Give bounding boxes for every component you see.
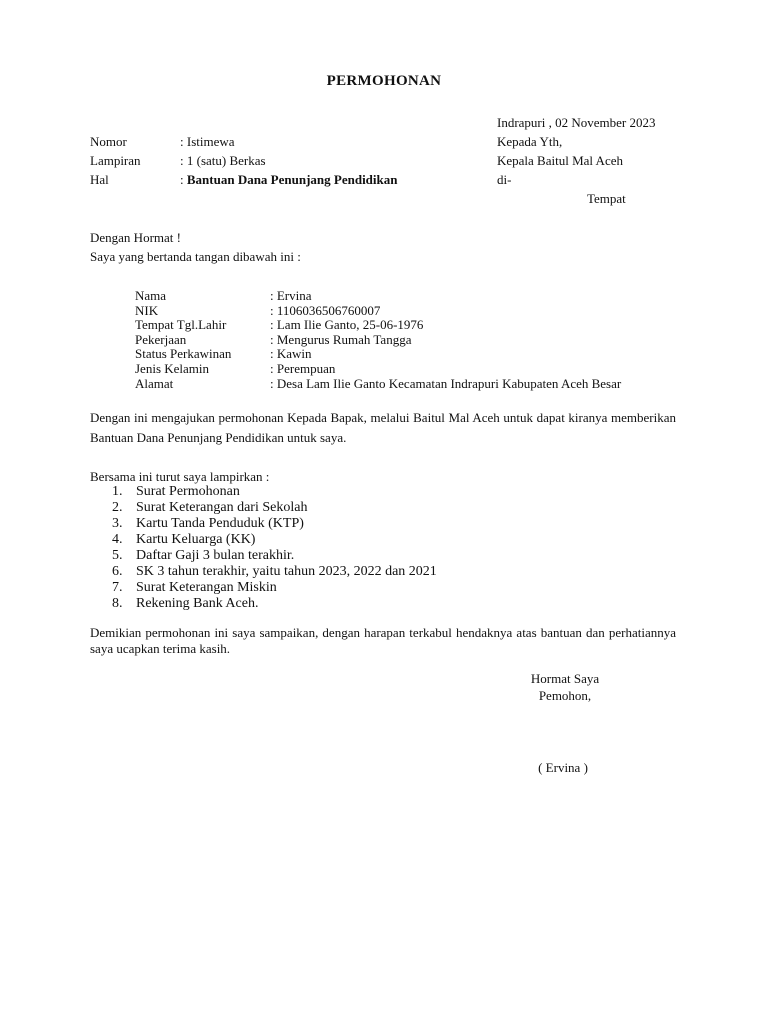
attachment-number: 5. — [112, 548, 123, 563]
attachment-item: Surat Keterangan dari Sekolah — [136, 500, 308, 515]
field-value-lampiran: : 1 (satu) Berkas — [180, 153, 266, 168]
signature-role: Pemohon, — [538, 688, 592, 703]
applicant-value: : Lam Ilie Ganto, 25-06-1976 — [270, 317, 424, 333]
field-label-lampiran: Lampiran — [90, 153, 141, 168]
applicant-value: : Mengurus Rumah Tangga — [270, 331, 412, 347]
applicant-value: : 1106036506760007 — [270, 302, 381, 318]
signature-salutation: Hormat Saya — [530, 671, 600, 686]
field-value-nomor: : Istimewa — [180, 134, 235, 149]
attachment-number: 6. — [112, 564, 123, 579]
attachment-item: Kartu Keluarga (KK) — [136, 532, 256, 547]
attachments-intro: Bersama ini turut saya lampirkan : — [90, 469, 270, 484]
attachment-item: Surat Keterangan Miskin — [136, 580, 277, 595]
attachment-item: Surat Permohonan — [136, 484, 240, 499]
hal-subject: Bantuan Dana Penunjang Pendidikan — [186, 172, 398, 187]
document-title: PERMOHONAN — [326, 73, 442, 89]
applicant-value: : Kawin — [270, 346, 312, 362]
attachment-number: 1. — [112, 484, 123, 499]
applicant-label: Tempat Tgl.Lahir — [135, 317, 227, 333]
closing-paragraph: Demikian permohonan ini saya sampaikan, dengan harapan terkabul hendaknya atas bantuan dan perhatiannya saya ucapkan terima kasih. — [90, 625, 676, 656]
applicant-label: Status Perkawinan — [135, 346, 232, 362]
attachment-item: Rekening Bank Aceh. — [136, 596, 259, 611]
date-line: Indrapuri , 02 November 2023 — [497, 115, 656, 130]
field-value-hal — [180, 172, 397, 188]
applicant-value: : Ervina — [270, 288, 312, 303]
attachment-number: 8. — [112, 596, 123, 611]
greeting: Dengan Hormat ! — [90, 230, 181, 245]
field-label-hal: Hal — [90, 172, 109, 187]
attachment-item: Daftar Gaji 3 bulan terakhir. — [136, 548, 295, 563]
request-paragraph: Dengan ini mengajukan permohonan Kepada Bapak, melalui Baitul Mal Aceh untuk dapat kiranya memberikan Bantuan Dana Penunjang Pendidikan untuk saya. — [90, 410, 676, 445]
applicant-value: : Desa Lam Ilie Ganto Kecamatan Indrapuri Kabupaten Aceh Besar — [270, 375, 622, 391]
recipient-line-2: Kepala Baitul Mal Aceh — [497, 153, 623, 168]
intro: Saya yang bertanda tangan dibawah ini : — [90, 249, 301, 264]
hal-colon: : — [180, 172, 187, 187]
attachment-number: 3. — [112, 516, 123, 531]
applicant-label: Nama — [135, 288, 167, 303]
attachment-number: 2. — [112, 500, 123, 515]
applicant-label: Pekerjaan — [135, 331, 187, 347]
applicant-label: Alamat — [135, 375, 174, 391]
applicant-label: NIK — [135, 302, 159, 318]
recipient-line-3: di- — [497, 172, 512, 187]
recipient-line-1: Kepada Yth, — [497, 134, 563, 149]
recipient-line-4: Tempat — [587, 191, 626, 206]
signature-name: ( Ervina ) — [538, 760, 588, 775]
attachment-number: 4. — [112, 532, 123, 547]
applicant-value: : Perempuan — [270, 361, 336, 376]
applicant-label: Jenis Kelamin — [135, 361, 210, 376]
attachment-item: SK 3 tahun terakhir, yaitu tahun 2023, 2022 dan 2021 — [136, 564, 437, 579]
attachment-item: Kartu Tanda Penduduk (KTP) — [136, 516, 304, 531]
attachment-number: 7. — [112, 580, 123, 595]
field-label-nomor: Nomor — [90, 134, 127, 149]
